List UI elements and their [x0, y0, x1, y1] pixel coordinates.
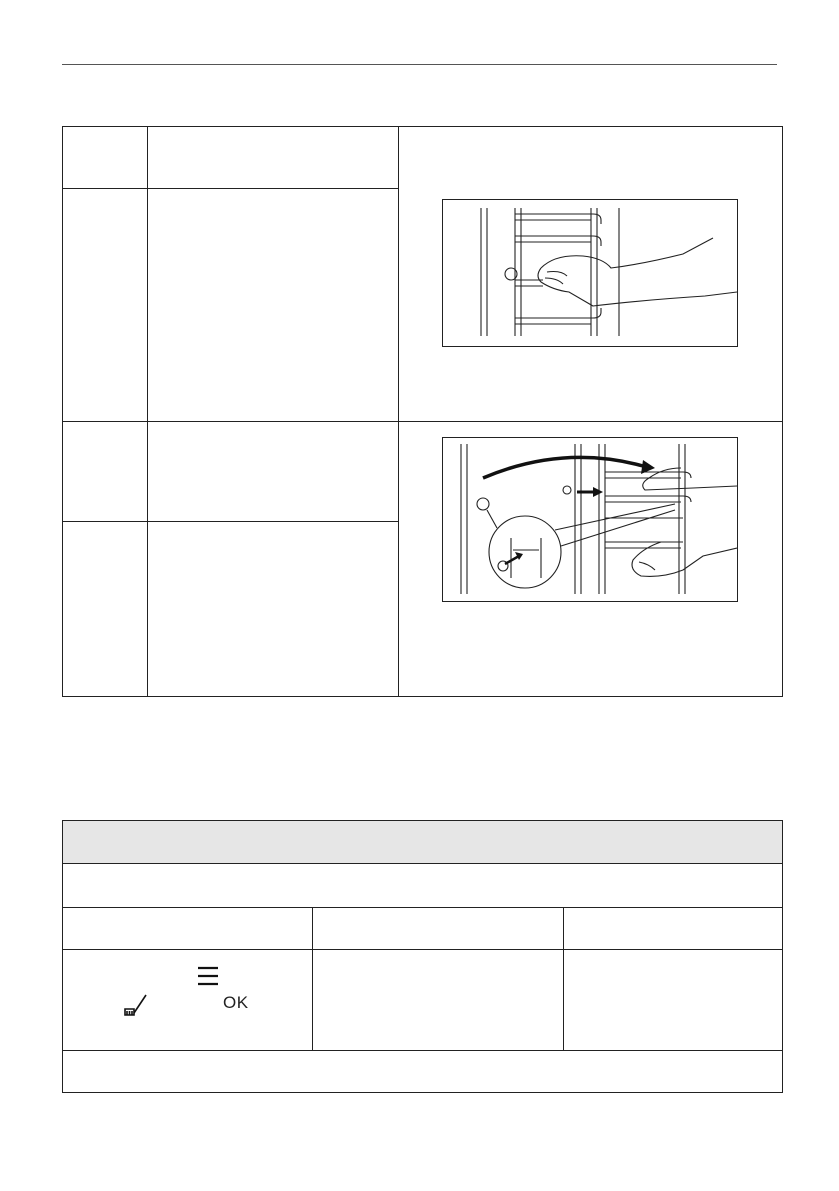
row-divider — [63, 949, 782, 950]
control-table — [62, 820, 783, 1093]
menu-icon — [197, 965, 219, 987]
row-divider — [63, 907, 782, 908]
instruction-table — [62, 126, 783, 697]
ok-label: OK — [223, 993, 249, 1012]
rack-insertion-drawing — [443, 438, 737, 601]
hand-pulling-rack-drawing — [443, 200, 737, 346]
cleaning-brush-icon — [124, 993, 148, 1017]
row-divider — [63, 188, 398, 189]
row-divider — [63, 1050, 782, 1051]
row-divider — [63, 421, 782, 422]
row-divider — [63, 521, 398, 522]
header-rule — [62, 64, 777, 65]
illustration-column-divider — [398, 127, 399, 696]
column-divider — [312, 907, 313, 1050]
shelf-support-installation-illustration — [442, 437, 738, 602]
table-header-row — [63, 821, 782, 864]
step-number-column-divider — [147, 127, 148, 696]
column-divider — [563, 907, 564, 1050]
shelf-support-removal-illustration — [442, 199, 738, 347]
